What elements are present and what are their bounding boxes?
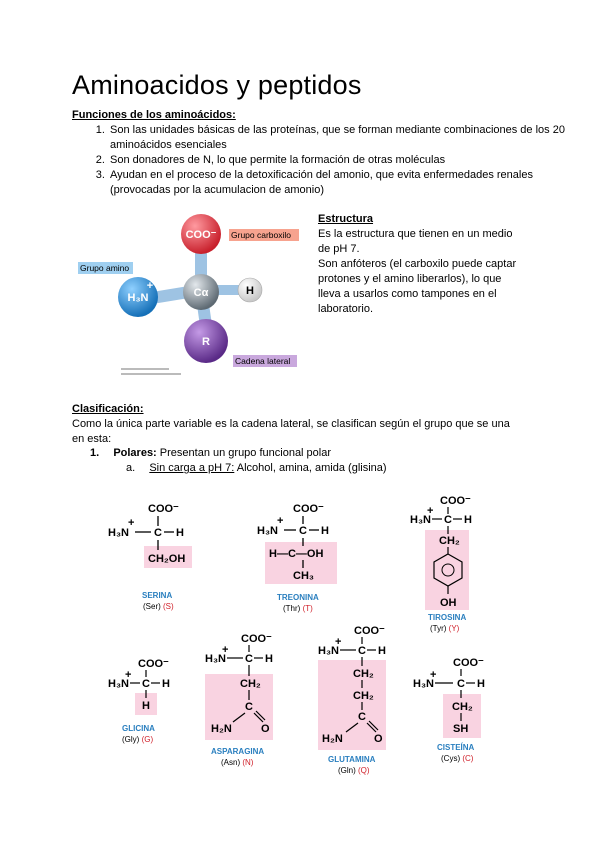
amino-atom-charge: + [146,280,154,292]
aa-asparagina [205,633,273,767]
h3n-text: H₃N [413,678,434,690]
h-text: H [162,678,170,690]
coo-text: COO⁻ [354,625,385,637]
classification-heading: Clasificación: [72,403,144,415]
carboxyl-atom-label: COO⁻ [185,229,217,241]
aa-code: (C) [462,754,474,763]
side-chain-text-2: CH₃ [293,570,314,582]
svg-text:(Gly) (G) [122,735,153,744]
aa-abbr: (Ser) [143,602,161,611]
plus-text: + [427,505,434,517]
side-chain-text-1: H—C—OH [269,548,324,560]
side-chain-text-1: CH₂ [240,678,261,690]
aa-code: (Q) [358,766,370,775]
aa-tirosina [410,495,472,633]
function-item-2: 2. Son donadores de N, lo que permite la formación de otras moléculas [108,153,568,168]
functions-heading: Funciones de los aminoácidos: [72,109,236,121]
h-text: H [477,678,485,690]
h-text: H [321,525,329,537]
h3n-text: H₃N [108,527,129,539]
c-text: C [154,527,162,539]
amino-acid-structure-figure [78,210,308,385]
side-chain-text-2: OH [440,597,457,609]
subitem-letter: a. [126,462,136,474]
side-chain-text-2: C [245,701,253,713]
aa-abbr: (Asn) [221,758,241,767]
aa-abbr: (Tyr) [430,624,447,633]
structure-line-4: protones y el amino liberarlos), lo que [318,273,502,285]
aa-code: (N) [242,758,254,767]
aa-glicina [108,658,170,744]
c-text: C [245,653,253,665]
side-chain-text-3: C [358,711,366,723]
subitem-text: Alcohol, amina, amida (glisina) [234,462,387,474]
aa-abbr: (Cys) [441,754,461,763]
side-chain-text-1: CH₂ [452,701,473,713]
aa-name: SERINA [142,591,173,600]
coo-text: COO⁻ [241,633,272,645]
h-text: H [176,527,184,539]
amino-acid-grid [0,490,600,790]
coo-text: COO⁻ [453,657,484,669]
svg-text:(Thr) (T) [283,604,313,613]
h3n-text: H₃N [205,653,226,665]
plus-text: + [222,644,229,656]
side-chain-text-2: SH [453,723,469,735]
aa-code: (S) [163,602,174,611]
carboxyl-label: Grupo carboxilo [231,230,292,240]
aa-code: (G) [141,735,154,744]
functions-list [72,123,568,198]
aa-name: TREONINA [277,593,319,602]
aa-name: TIROSINA [428,613,467,622]
aa-abbr: (Gln) [338,766,356,775]
classification-intro-line-1: Como la única parte variable es la cadena lateral, se clasifican según el grupo que se una [72,418,510,430]
h3n-text: H₃N [108,678,129,690]
side-chain-text: H [142,700,150,712]
aa-serina [108,503,192,611]
structure-text [318,227,516,317]
svg-text:(Ser) (S) [143,602,174,611]
function-item-3: 3. Ayudan en el proceso de la detoxificación del amonio, que evita enfermedades renales (provocadas por la acumulacion de amonio) [108,168,568,198]
coo-text: COO⁻ [440,495,471,507]
h-text: H [378,645,386,657]
amino-label: Grupo amino [80,263,130,273]
polar-bold: Polares: [113,447,157,459]
plus-text: + [335,636,342,648]
coo-text: COO⁻ [148,503,179,515]
aa-code: (T) [302,604,313,613]
h-text: H [464,514,472,526]
aa-code: (Y) [448,624,460,633]
h3n-text: H₃N [318,645,339,657]
svg-text:(Gln) (Q) [338,766,370,775]
plus-text: + [128,517,135,529]
plus-text: + [125,669,132,681]
side-chain-text-5: O [374,733,383,745]
alpha-carbon-label: Cα [193,287,209,299]
aa-name: GLICINA [122,724,155,733]
polar-number: 1. [90,447,100,459]
side-chain-atom-label: R [202,336,210,348]
c-text: C [358,645,366,657]
svg-text:(Cys) (C) [441,754,474,763]
h3n-text: H₃N [257,525,278,537]
svg-text:(Asn) (N) [221,758,254,767]
h3n-text: H₃N [410,514,431,526]
aa-abbr: (Gly) [122,735,140,744]
classification-intro-line-2: en esta: [72,433,112,445]
amino-atom-label: H₃N [127,292,149,304]
classification-intro [72,417,510,447]
side-chain-text: CH₂OH [148,553,186,565]
side-chain-text-4: H₂N [322,733,343,745]
c-text: C [444,514,452,526]
structure-line-3: Son anfóteros (el carboxilo puede captar [318,258,517,270]
side-chain-text-2: CH₂ [353,690,374,702]
c-text: C [142,678,150,690]
structure-line-6: laboratorio. [318,303,374,315]
side-chain-text-4: O [261,723,270,735]
h-text: H [265,653,273,665]
c-text: C [299,525,307,537]
aa-name: CISTEÍNA [437,743,475,752]
page-title: Aminoacidos y peptidos [72,70,362,100]
aa-name: ASPARAGINA [211,747,265,756]
function-item-1: 1. Son las unidades básicas de las proteínas, que se forman mediante combinaciones de los 20 aminoácidos esenciales [108,123,568,153]
plus-text: + [430,669,437,681]
coo-text: COO⁻ [293,503,324,515]
structure-line-5: lleva a usarlos como tampones en el [318,288,497,300]
aa-cisteina [413,657,485,763]
subitem-underlined: Sin carga a pH 7: [149,462,235,474]
polar-text: Presentan un grupo funcional polar [156,447,332,459]
structure-heading: Estructura [318,213,374,225]
subitem-uncharged [126,461,387,476]
polar-item [90,446,331,461]
side-chain-label: Cadena lateral [235,356,291,366]
aa-abbr: (Thr) [283,604,301,613]
plus-text: + [277,515,284,527]
aa-glutamina [318,625,386,775]
svg-text:(Tyr) (Y) [430,624,460,633]
side-chain-text-1: CH₂ [353,668,374,680]
c-text: C [457,678,465,690]
structure-line-2: de pH 7. [318,243,360,255]
coo-text: COO⁻ [138,658,169,670]
hydrogen-label: H [246,285,254,297]
aa-treonina [257,503,337,613]
structure-line-1: Es la estructura que tienen en un medio [318,228,513,240]
side-chain-text-3: H₂N [211,723,232,735]
aa-name: GLUTAMINA [328,755,376,764]
side-chain-text-1: CH₂ [439,535,460,547]
